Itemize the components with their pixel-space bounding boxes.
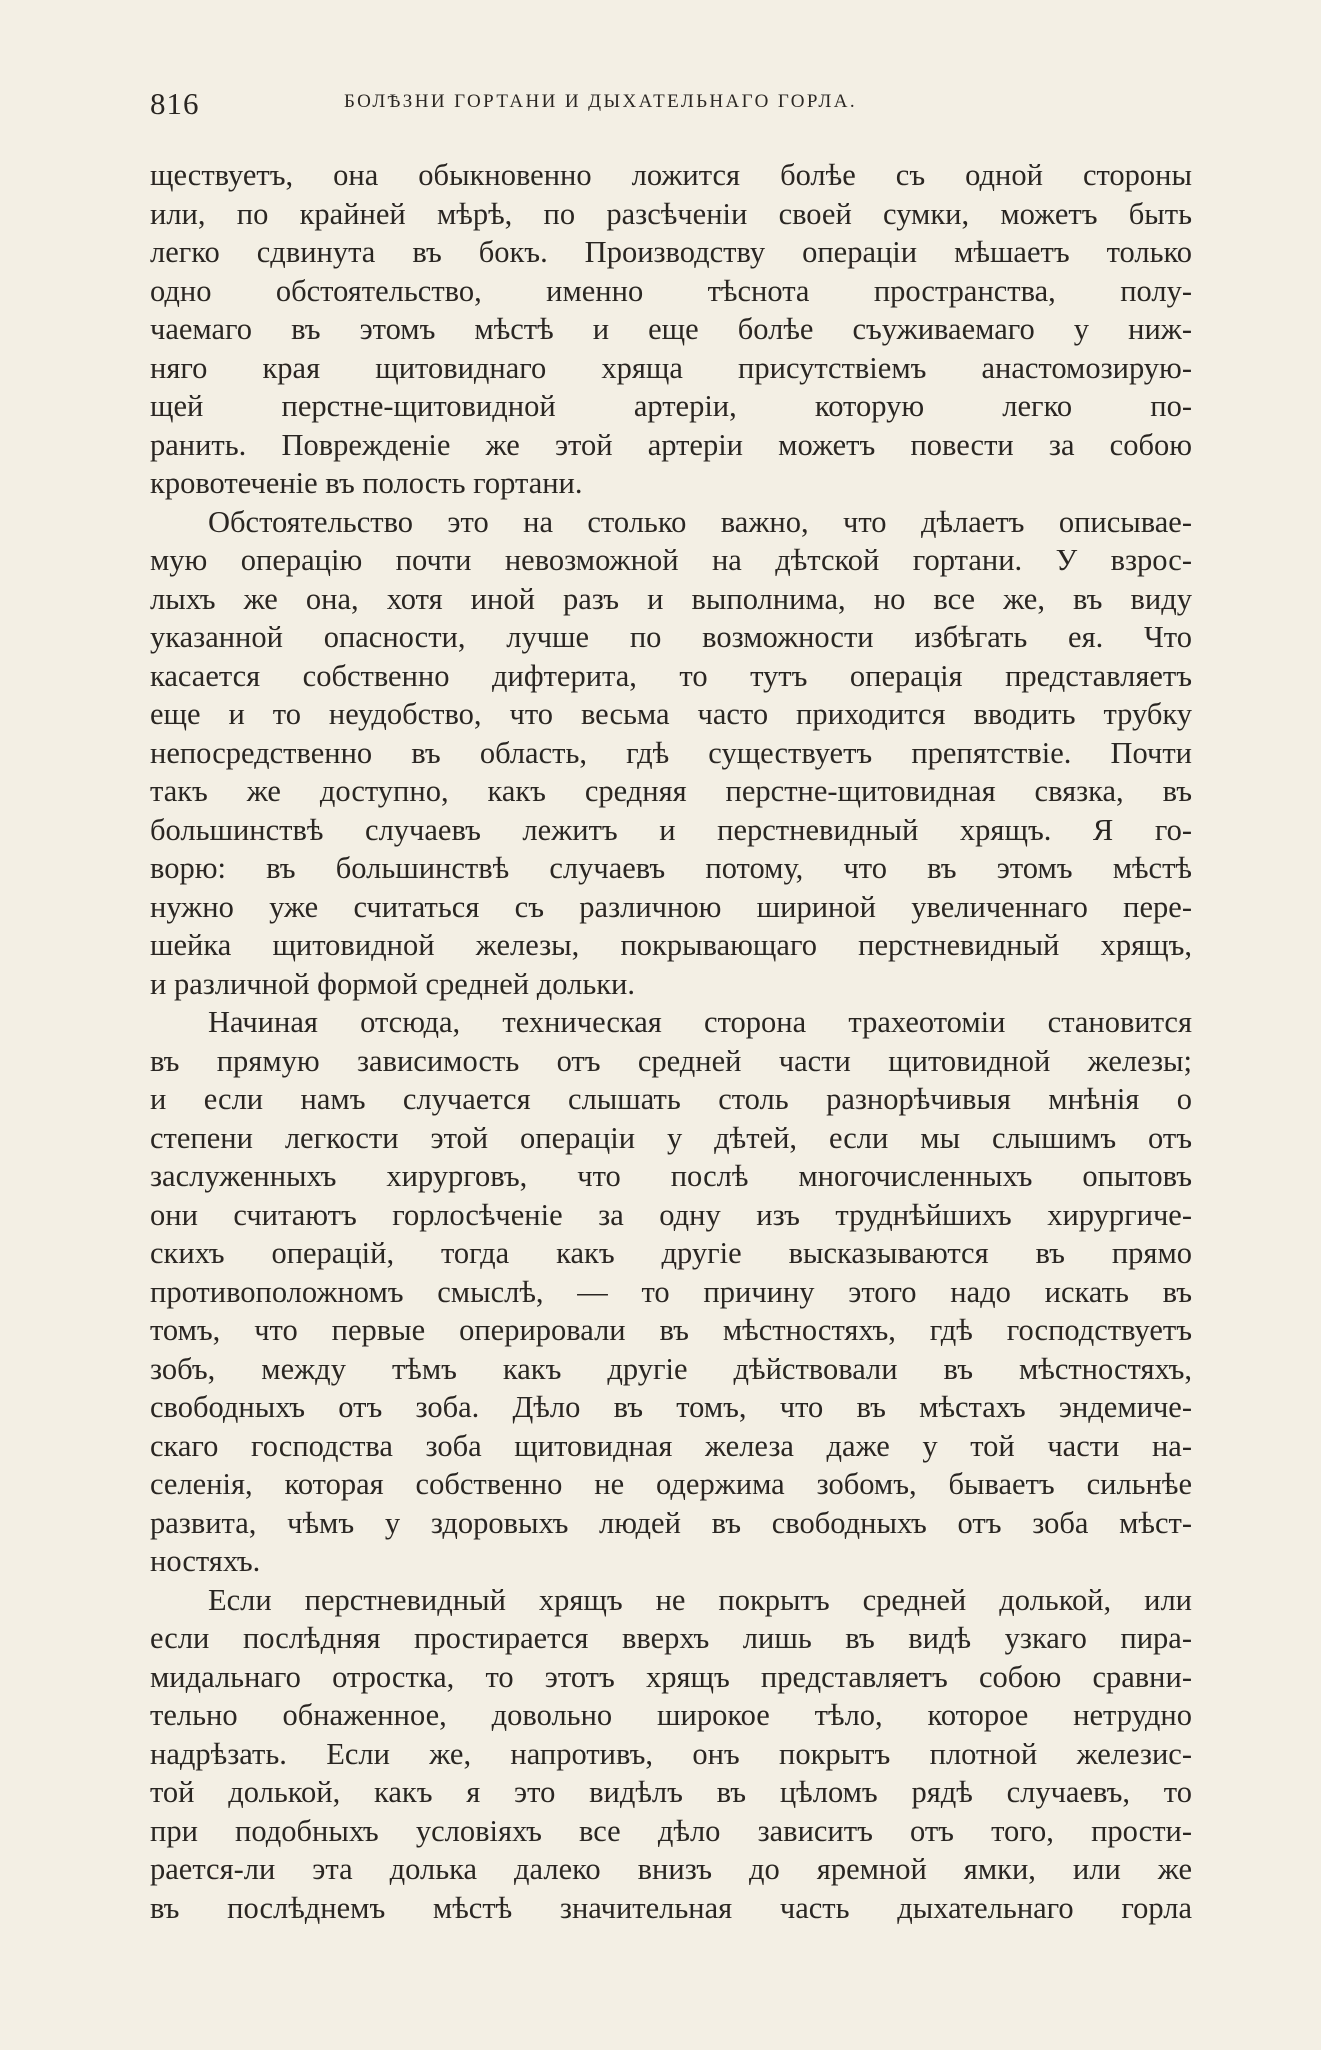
text-line: касается собственно дифтерита, то тутъ операція представляетъ bbox=[150, 658, 1192, 693]
text-line: ранить. Поврежденіе же этой артеріи можетъ повести за собою bbox=[150, 427, 1192, 462]
text-line: скихъ операцій, тогда какъ другіе высказываются въ прямо bbox=[150, 1236, 1192, 1270]
text-line: свободныхъ отъ зоба. Дѣло въ томъ, что въ мѣстахъ эндемиче- bbox=[150, 1390, 1192, 1424]
running-title: БОЛѢЗНИ ГОРТАНИ И ДЫХАТЕЛЬНАГО ГОРЛА. bbox=[344, 91, 857, 112]
text-line: легко сдвинута въ бокъ. Производству операціи мѣшаетъ только bbox=[150, 235, 1192, 269]
text-line: степени легкости этой операціи у дѣтей, если мы слышимъ отъ bbox=[150, 1120, 1192, 1155]
text-line: лыхъ же она, хотя иной разъ и выполнима, но все же, въ виду bbox=[150, 581, 1192, 616]
text-line: надрѣзать. Если же, напротивъ, онъ покрытъ плотной железис- bbox=[150, 1736, 1192, 1771]
text-line: ществуетъ, она обыкновенно ложится болѣе съ одной стороны bbox=[150, 158, 1192, 192]
text-line: такъ же доступно, какъ средняя перстне-щитовидная связка, въ bbox=[150, 774, 1192, 808]
text-line: скаго господства зоба щитовидная железа даже у той части на- bbox=[150, 1428, 1192, 1463]
text-line: рается-ли эта долька далеко внизъ до яремной ямки, или же bbox=[150, 1852, 1192, 1886]
text-line: противоположномъ смыслѣ, — то причину этого надо искать въ bbox=[150, 1274, 1192, 1309]
text-line: указанной опасности, лучше по возможности избѣгать ея. Что bbox=[150, 620, 1192, 654]
text-line: ворю: въ большинствѣ случаевъ потому, что въ этомъ мѣстѣ bbox=[150, 851, 1192, 885]
text-line: развита, чѣмъ у здоровыхъ людей въ свободныхъ отъ зоба мѣст- bbox=[150, 1505, 1192, 1540]
text-line: и если намъ случается слышать столь разнорѣчивыя мнѣнія о bbox=[150, 1082, 1192, 1116]
text-line: если послѣдняя простирается вверхъ лишь въ видѣ узкаго пира- bbox=[150, 1621, 1192, 1655]
text-line: большинствѣ случаевъ лежитъ и перстневидный хрящъ. Я го- bbox=[150, 812, 1192, 847]
text-line: или, по крайней мѣрѣ, по разсѣченіи своей сумки, можетъ быть bbox=[150, 196, 1192, 231]
text-line: нужно уже считаться съ различною шириной увеличеннаго пере- bbox=[150, 889, 1192, 924]
text-line: щей перстне-щитовидной артеріи, которую легко по- bbox=[150, 389, 1192, 423]
text-line: они считаютъ горлосѣченіе за одну изъ труднѣйшихъ хирургиче- bbox=[150, 1197, 1192, 1232]
text-line: томъ, что первые оперировали въ мѣстностяхъ, гдѣ господствуетъ bbox=[150, 1313, 1192, 1347]
body-text bbox=[150, 156, 1192, 1927]
text-line: шейка щитовидной железы, покрывающаго перстневидный хрящъ, bbox=[150, 928, 1192, 962]
text-line: и различной формой средней дольки. bbox=[150, 966, 635, 1001]
text-line: въ прямую зависимость отъ средней части щитовидной железы; bbox=[150, 1043, 1192, 1078]
page-header bbox=[150, 86, 1190, 126]
text-line: непосредственно въ область, гдѣ существуетъ препятствіе. Почти bbox=[150, 735, 1192, 770]
text-line: селенія, которая собственно не одержима зобомъ, бываетъ сильнѣе bbox=[150, 1467, 1192, 1501]
text-line: няго края щитовиднаго хряща присутствіемъ анастомозирую- bbox=[150, 350, 1192, 385]
text-line: при подобныхъ условіяхъ все дѣло зависитъ отъ того, прости- bbox=[150, 1813, 1192, 1848]
text-line: мую операцію почти невозможной на дѣтской гортани. У взрос- bbox=[150, 543, 1192, 577]
text-line: тельно обнаженное, довольно широкое тѣло, которое нетрудно bbox=[150, 1698, 1192, 1732]
text-line: Обстоятельство это на столько важно, что дѣлаетъ описывае- bbox=[208, 504, 1192, 539]
text-line: мидальнаго отростка, то этотъ хрящъ представляетъ собою сравни- bbox=[150, 1659, 1192, 1694]
text-line: Начиная отсюда, техническая сторона трахеотоміи становится bbox=[208, 1005, 1192, 1039]
text-line: зобъ, между тѣмъ какъ другіе дѣйствовали въ мѣстностяхъ, bbox=[150, 1351, 1192, 1386]
text-line: въ послѣднемъ мѣстѣ значительная часть дыхательнаго горла bbox=[150, 1890, 1192, 1925]
text-line: той долькой, какъ я это видѣлъ въ цѣломъ рядѣ случаевъ, то bbox=[150, 1775, 1192, 1809]
text-line: еще и то неудобство, что весьма часто приходится вводить трубку bbox=[150, 697, 1192, 731]
text-line: заслуженныхъ хирурговъ, что послѣ многочисленныхъ опытовъ bbox=[150, 1159, 1192, 1193]
text-line: одно обстоятельство, именно тѣснота пространства, полу- bbox=[150, 273, 1192, 308]
text-line: чаемаго въ этомъ мѣстѣ и еще болѣе съуживаемаго у ниж- bbox=[150, 312, 1192, 346]
text-line: Если перстневидный хрящъ не покрытъ средней долькой, или bbox=[208, 1582, 1192, 1617]
text-line: ностяхъ. bbox=[150, 1544, 261, 1578]
text-line: кровотеченіе въ полость гортани. bbox=[150, 466, 583, 500]
page-number: 816 bbox=[150, 86, 200, 121]
